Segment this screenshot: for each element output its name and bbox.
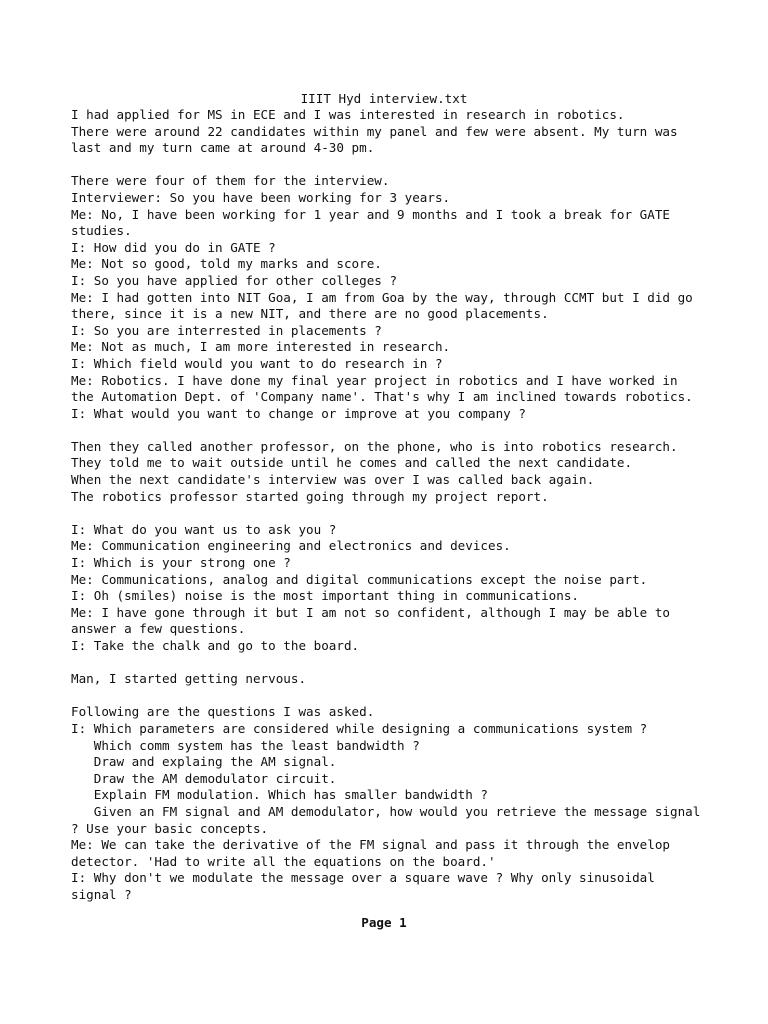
text-line: Draw and explaing the AM signal. bbox=[71, 754, 337, 770]
text-line: the Automation Dept. of 'Company name'. That's why I am inclined towards robotics. bbox=[71, 389, 693, 405]
text-line: Then they called another professor, on the phone, who is into robotics research. bbox=[71, 438, 678, 454]
text-line: Me: Robotics. I have done my final year project in robotics and I have worked in bbox=[71, 372, 678, 388]
text-line: Given an FM signal and AM demodulator, how would you retrieve the message signal bbox=[71, 803, 701, 819]
text-line bbox=[71, 157, 761, 174]
text-line: signal ? bbox=[71, 886, 132, 902]
text-line: last and my turn came at around 4-30 pm. bbox=[71, 140, 375, 156]
text-line: I: Which is your strong one ? bbox=[71, 555, 291, 571]
text-line: Which comm system has the least bandwidth ? bbox=[71, 737, 420, 753]
text-line: I: How did you do in GATE ? bbox=[71, 239, 276, 255]
text-line bbox=[71, 505, 761, 522]
document-body bbox=[71, 107, 761, 904]
text-line: Following are the questions I was asked. bbox=[71, 704, 375, 720]
text-line: Me: Communication engineering and electronics and devices. bbox=[71, 538, 511, 554]
text-line: Me: No, I have been working for 1 year and 9 months and I took a break for GATE bbox=[71, 206, 670, 222]
text-line: detector. 'Had to write all the equations on the board.' bbox=[71, 853, 496, 869]
text-line: I: Which parameters are considered while designing a communications system ? bbox=[71, 720, 648, 736]
text-line: Me: Not so good, told my marks and score. bbox=[71, 256, 382, 272]
text-line: studies. bbox=[71, 223, 132, 239]
text-line: I had applied for MS in ECE and I was interested in research in robotics. bbox=[71, 107, 625, 122]
text-line: There were around 22 candidates within my panel and few were absent. My turn was bbox=[71, 123, 678, 139]
text-line: Draw the AM demodulator circuit. bbox=[71, 770, 337, 786]
text-line: There were four of them for the interview. bbox=[71, 173, 390, 189]
text-line: Me: We can take the derivative of the FM signal and pass it through the envelop bbox=[71, 837, 670, 853]
text-line: answer a few questions. bbox=[71, 621, 246, 637]
text-line: The robotics professor started going through my project report. bbox=[71, 488, 549, 504]
text-line: I: Take the chalk and go to the board. bbox=[71, 638, 360, 653]
text-line bbox=[71, 655, 761, 672]
text-line: Me: I had gotten into NIT Goa, I am from Goa by the way, through CCMT but I did go bbox=[71, 289, 693, 305]
page-number: Page 1 bbox=[361, 915, 407, 930]
text-line: I: Oh (smiles) noise is the most important thing in communications. bbox=[71, 588, 579, 604]
text-line bbox=[71, 688, 761, 705]
text-line: I: So you have applied for other colleges ? bbox=[71, 272, 398, 288]
text-line: They told me to wait outside until he comes and called the next candidate. bbox=[71, 455, 633, 471]
text-line: there, since it is a new NIT, and there are no good placements. bbox=[71, 306, 549, 322]
text-line bbox=[71, 422, 761, 439]
text-line: ? Use your basic concepts. bbox=[71, 820, 269, 836]
text-line: I: What would you want to change or improve at you company ? bbox=[71, 405, 526, 421]
text-line: I: So you are interrested in placements ? bbox=[71, 322, 382, 338]
document-title: IIIT Hyd interview.txt bbox=[300, 91, 468, 106]
text-line: Man, I started getting nervous. bbox=[71, 671, 307, 687]
text-line: I: Why don't we modulate the message over a square wave ? Why only sinusoidal bbox=[71, 870, 655, 886]
text-line: Explain FM modulation. Which has smaller bandwidth ? bbox=[71, 787, 489, 803]
text-line: When the next candidate's interview was over I was called back again. bbox=[71, 472, 595, 488]
text-line: Me: I have gone through it but I am not so confident, although I may be able to bbox=[71, 604, 670, 620]
text-line: I: What do you want us to ask you ? bbox=[71, 521, 337, 537]
text-line: Me: Communications, analog and digital communications except the noise part. bbox=[71, 571, 648, 587]
text-line: Interviewer: So you have been working for 3 years. bbox=[71, 189, 451, 205]
text-line: I: Which field would you want to do research in ? bbox=[71, 355, 443, 371]
text-line: Me: Not as much, I am more interested in research. bbox=[71, 339, 451, 355]
